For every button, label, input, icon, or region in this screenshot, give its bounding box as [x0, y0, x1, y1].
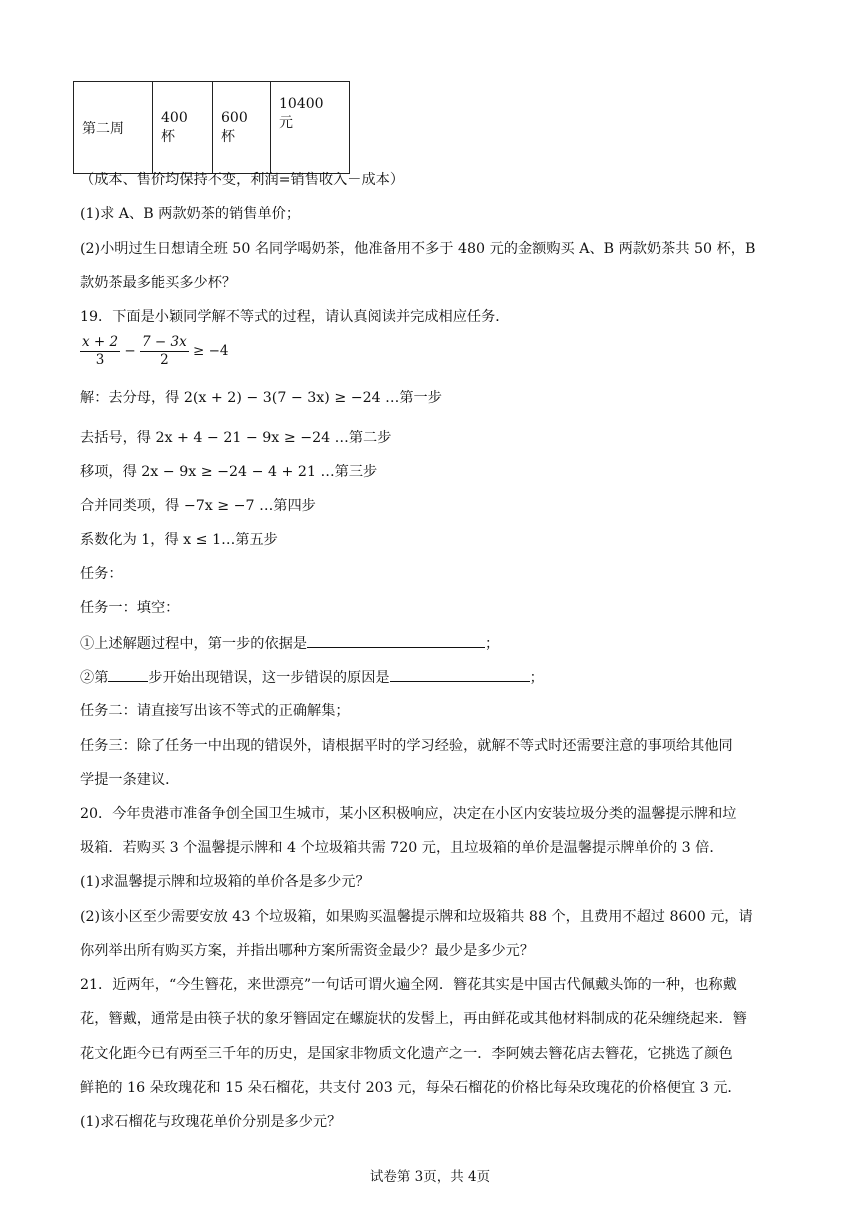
page-footer: 试卷第 3页，共 4页 — [369, 1169, 491, 1185]
task3-line1: 任务三：除了任务一中出现的错误外，请根据平时的学习经验，就解不等式时还需要注意的事项给其他同 — [80, 738, 733, 754]
table-row — [74, 82, 350, 174]
q20-line2: 圾箱．若购买 3 个温馨提示牌和 4 个垃圾箱共需 720 元，且垃圾箱的单价是温馨提示牌单价的 3 倍． — [80, 840, 724, 856]
q21-line3: 花文化距今已有两至三千年的历史，是国家非物质文化遗产之一．李阿姨去簪花店去簪花，它挑选了颜色 — [80, 1046, 733, 1062]
q20-part2-line2: 你列举出所有购买方案，并指出哪种方案所需资金最少？最少是多少元？ — [80, 943, 535, 959]
step-number-blank[interactable] — [108, 667, 148, 682]
task1-heading: 任务一：填空： — [80, 600, 180, 616]
task1-item-a-end: ； — [485, 636, 500, 652]
q18-part1: (1)求 A、B 两款奶茶的销售单价； — [80, 206, 301, 222]
fraction-1-numerator: x + 2 — [82, 334, 119, 350]
solution-step1: 解：去分母，得 2(x + 2) − 3(7 − 3x) ≥ −24 …第一步 — [80, 390, 442, 406]
q18-part2-line2: 款奶茶最多能买多少杯？ — [80, 275, 237, 291]
task1-item-a — [80, 633, 499, 654]
solution-step2: 去括号，得 2x + 4 − 21 − 9x ≥ −24 …第二步 — [80, 430, 392, 446]
q19-inequality — [80, 334, 229, 369]
task1-item-b-text: ②第 — [80, 670, 109, 686]
solution-step4: 合并同类项，得 −7x ≥ −7 …第四步 — [80, 498, 316, 514]
answer-blank[interactable] — [307, 633, 485, 648]
task1-item-b-mid: 步开始出现错误，这一步错误的原因是 — [148, 670, 390, 686]
q20-part2-line1: (2)该小区至少需要安放 43 个垃圾箱，如果购买温馨提示牌和垃圾箱共 88 个，且费用不超过 8600 元，请 — [80, 909, 753, 925]
reason-blank[interactable] — [390, 667, 530, 682]
task1-item-b — [80, 667, 544, 688]
fraction-2-numerator: 7 − 3x — [142, 334, 187, 350]
q21-part1: (1)求石榴花与玫瑰花单价分别是多少元？ — [80, 1114, 342, 1130]
task1-item-b-end: ； — [529, 670, 544, 686]
task-heading: 任务： — [80, 566, 123, 582]
table-cell-revenue: 10400 元 — [271, 82, 350, 174]
task3-line2: 学提一条建议． — [80, 772, 180, 788]
fraction-2-denominator: 2 — [160, 352, 169, 368]
q18-part2-line1: (2)小明过生日想请全班 50 名同学喝奶茶，他准备用不多于 480 元的金额购买 A、B 两款奶茶共 50 杯，B — [80, 241, 756, 257]
q19-title: 19．下面是小颖同学解不等式的过程，请认真阅读并完成相应任务． — [80, 309, 510, 325]
table-cell-a-cups: 400 杯 — [153, 82, 213, 174]
solution-step3: 移项，得 2x − 9x ≥ −24 − 4 + 21 …第三步 — [80, 464, 378, 480]
note-line: （成本、售价均保持不变，利润=销售收入－成本） — [80, 172, 405, 188]
minus-sign: − — [124, 343, 136, 359]
q21-line2: 花，簪戴，通常是由筷子状的象牙簪固定在螺旋状的发髻上，再由鲜花或其他材料制成的花朵缠绕起来．簪 — [80, 1011, 747, 1027]
q20-line1: 20．今年贵港市准备争创全国卫生城市，某小区积极响应，决定在小区内安装垃圾分类的温馨提示牌和垃 — [80, 806, 737, 822]
fraction-1-denominator: 3 — [95, 352, 105, 368]
table-cell-b-cups: 600 杯 — [213, 82, 271, 174]
q21-line4: 鲜艳的 16 朵玫瑰花和 15 朵石榴花，共支付 203 元，每朵石榴花的价格比每朵玫瑰花的价格便宜 3 元． — [80, 1080, 742, 1096]
inequality-rhs: ≥ −4 — [193, 343, 229, 359]
solution-step5: 系数化为 1，得 x ≤ 1…第五步 — [80, 532, 278, 548]
q21-line1: 21．近两年，“今生簪花，来世漂亮”一句话可谓火遍全网．簪花其实是中国古代佩戴头饰的一种，也称戴 — [80, 977, 737, 993]
q20-part1: (1)求温馨提示牌和垃圾箱的单价各是多少元？ — [80, 874, 370, 890]
sales-table — [73, 81, 350, 174]
task1-item-a-text: ①上述解题过程中，第一步的依据是 — [80, 636, 308, 652]
task2: 任务二：请直接写出该不等式的正确解集； — [80, 703, 350, 719]
table-cell-week: 第二周 — [74, 82, 153, 174]
